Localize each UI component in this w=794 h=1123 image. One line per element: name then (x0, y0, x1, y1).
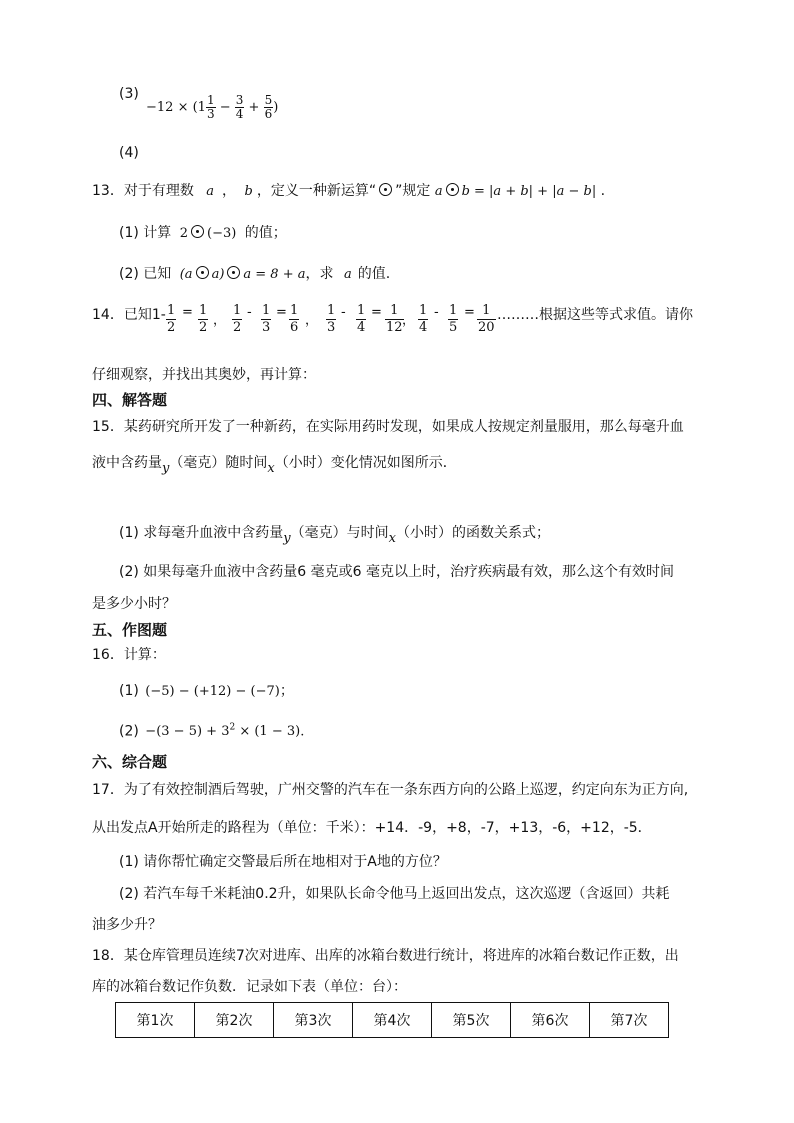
table-header-cell: 第1次 (116, 1003, 195, 1038)
math-expression-part: × (1 − 3) (235, 724, 301, 740)
q16-item2 (119, 723, 304, 739)
q18-record-table (115, 1002, 669, 1038)
q15-item1 (119, 522, 550, 546)
math-expression: a) (211, 267, 225, 282)
q17-item2-line1: (2) 若汽车每千米耗油0.2升，如果队长命令他马上返回出发点，这次巡逻（含返回）共耗 (119, 886, 670, 902)
odot-operator-icon (227, 266, 240, 279)
section-heading-5: 五、作图题 (92, 621, 168, 639)
q18-line2: 库的冰箱台数记作负数．记录如下表（单位：台）： (92, 979, 407, 995)
q13-item2-text: ，求 (305, 266, 334, 282)
q16-item1-label: (1) (119, 683, 139, 699)
operator: = (371, 305, 382, 320)
q15-text: 液中含药量 (92, 455, 162, 471)
table-row (116, 1003, 669, 1038)
q15-text: （小时）变化情况如图所示． (274, 455, 457, 471)
fraction: $\frac{1}{3}$ (327, 303, 336, 335)
operator: ， (402, 313, 416, 328)
table-header-cell: 第6次 (511, 1003, 590, 1038)
q13-item1-label: (1) 计算 (119, 225, 172, 241)
q17-item1: (1) 请你帮忙确定交警最后所在地相对于A地的方位？ (119, 854, 447, 870)
operator: ， (213, 313, 227, 328)
math-number: 2 (179, 226, 189, 241)
q15-line2 (92, 452, 457, 476)
var-b: b (244, 184, 253, 199)
table-header-cell: 第5次 (432, 1003, 511, 1038)
var-x: x (388, 531, 396, 546)
q13-item1 (119, 222, 287, 242)
q15-item1-text: （毫克）与时间 (290, 525, 389, 541)
paren-close: ) (273, 100, 279, 115)
fraction: $\frac{1}{4}$ (357, 303, 366, 335)
math-expression: (−5) − (+12) − (−7) (145, 684, 280, 699)
period: . (600, 183, 606, 199)
semicolon: ； (279, 683, 294, 699)
q17-line1: 17．为了有效控制酒后驾驶，广州交警的汽车在一条东西方向的公路上巡逻，约定向东为正方向, (92, 782, 689, 798)
var-a: a (343, 267, 352, 282)
fraction: $\frac{5}{6}$ (264, 93, 273, 121)
fraction: $\frac{1}{3}$ (262, 303, 271, 335)
q13-item2-tail: 的值. (357, 266, 391, 282)
operator: ， (305, 313, 319, 328)
operator: - (434, 305, 439, 320)
q14-line2: 仔细观察，并找出其奥妙，再计算： (92, 367, 316, 383)
odot-operator-icon (379, 183, 392, 196)
q12-item3-expr-prefix: −12 × (1 (146, 100, 206, 115)
q15-item2-line1: (2) 如果每毫升血液中含药量6 毫克或6 毫克以上时，治疗疾病最有效，那么这个有效时间 (119, 564, 674, 580)
q14-stem-prefix: 14．已知1- (92, 307, 166, 323)
q16-stem: 16．计算： (92, 647, 166, 663)
comma: ， (222, 183, 237, 199)
var-a: a (434, 184, 443, 199)
operator: − (219, 100, 231, 115)
fraction: $\frac{1}{20}$ (478, 303, 495, 335)
math-expression: (a (179, 267, 193, 282)
table-header-cell: 第3次 (274, 1003, 353, 1038)
exponent: 2 (229, 723, 236, 733)
q15-text: （毫克）随时间 (169, 455, 268, 471)
table-header-cell: 第7次 (590, 1003, 669, 1038)
odot-operator-icon (191, 225, 204, 238)
q17-line2: 从出发点A开始所走的路程为（单位：千米）：+14．-9，+8，-7，+13，-6，+12，-5． (92, 820, 652, 836)
q13-stem (92, 180, 605, 200)
odot-operator-icon (446, 183, 459, 196)
q15-item1-text: (1) 求每毫升血液中含药量 (119, 525, 284, 541)
q12-item4-label: (4) (119, 145, 139, 161)
operator: = (464, 305, 475, 320)
operator: - (341, 305, 346, 320)
math-expression (145, 724, 300, 739)
math-expression: a = 8 + a (243, 267, 306, 282)
fraction: $\frac{1}{5}$ (449, 303, 458, 335)
math-number: (−3) (207, 226, 237, 241)
q17-item2-line2: 油多少升？ (92, 917, 162, 933)
q16-item1 (119, 680, 294, 700)
fraction: $\frac{1}{2}$ (167, 303, 176, 335)
section-heading-6: 六、综合题 (92, 753, 168, 771)
operator: + (248, 100, 260, 115)
q16-item2-label: (2) (119, 723, 139, 740)
var-y: y (162, 461, 170, 476)
fraction: $\frac{1}{3}$ (206, 93, 215, 121)
q13-item1-tail: 的值； (244, 225, 287, 241)
q15-item2-line2: 是多少小时？ (92, 596, 176, 612)
var-y: y (283, 531, 291, 546)
operator: = (182, 305, 193, 320)
var-a: a (206, 184, 215, 199)
fraction: $\frac{3}{4}$ (235, 93, 244, 121)
fraction: $\frac{1}{4}$ (419, 303, 428, 335)
q13-item2-label: (2) 已知 (119, 266, 172, 282)
fraction: $\frac{1}{2}$ (233, 303, 242, 335)
section-heading-4: 四、解答题 (92, 391, 168, 409)
q13-item2 (119, 263, 390, 283)
fraction: $\frac{1}{2}$ (199, 303, 208, 335)
q13-stem-text: ，定义一种新运算“ (256, 183, 377, 199)
q14-stem-tail: ………根据这些等式求值。请你 (497, 307, 693, 323)
table-header-cell: 第2次 (195, 1003, 274, 1038)
operator: = (276, 305, 287, 320)
q12-item3-label: (3) (119, 86, 139, 102)
q15-item1-text: （小时）的函数关系式； (395, 525, 550, 541)
q15-line1: 15．某药研究所开发了一种新药，在实际用药时发现，如果成人按规定剂量服用，那么每毫升血 (92, 419, 684, 435)
q13-rule-expression: b = |a + b| + |a − b| (461, 184, 597, 199)
math-expression-part: −(3 − 5) + 3 (145, 724, 230, 740)
fraction: $\frac{1}{12}$ (386, 303, 403, 335)
table-header-cell: 第4次 (353, 1003, 432, 1038)
operator: - (247, 305, 252, 320)
q18-line1: 18．某仓库管理员连续7次对进库、出库的冰箱台数进行统计，将进库的冰箱台数记作正数，出 (92, 948, 679, 964)
q12-item3-expression (146, 94, 278, 121)
period: . (300, 724, 305, 740)
q13-stem-text: ”规定 (395, 183, 431, 199)
var-x: x (267, 461, 275, 476)
q13-stem-text: 13．对于有理数 (92, 183, 194, 199)
odot-operator-icon (196, 266, 209, 279)
fraction: $\frac{1}{6}$ (290, 303, 299, 335)
